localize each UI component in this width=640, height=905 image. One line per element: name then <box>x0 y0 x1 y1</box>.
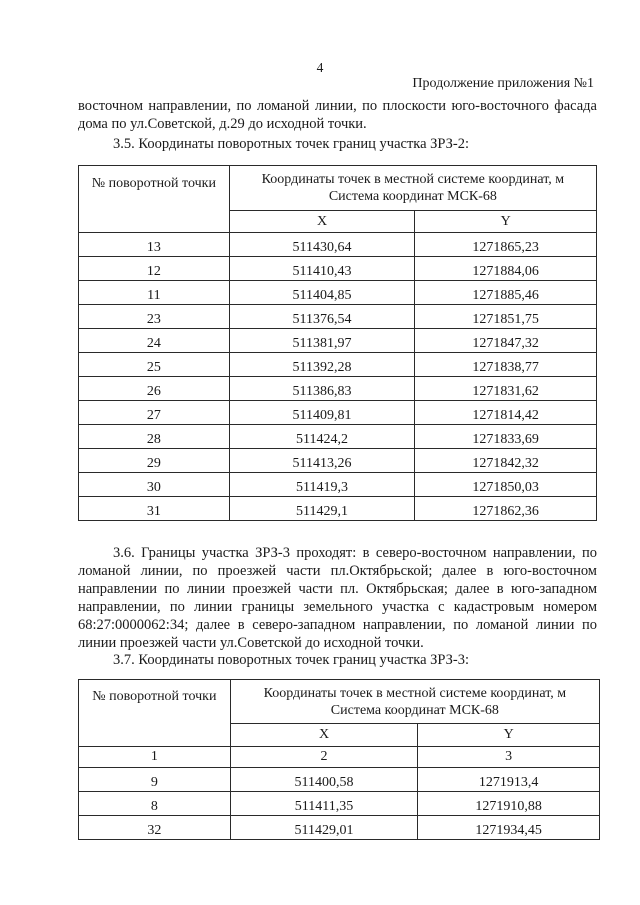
cell-point: 24 <box>79 329 230 353</box>
cell-point: 29 <box>79 449 230 473</box>
cell-y: 1271833,69 <box>415 425 597 449</box>
cell-y: 1271913,4 <box>418 768 600 792</box>
cell-x: 511392,28 <box>229 353 415 377</box>
coordinates-table-zrz-2 <box>78 165 597 521</box>
cell-y: 1271885,46 <box>415 281 597 305</box>
cell-x: 511413,26 <box>229 449 415 473</box>
cell-point: 31 <box>79 497 230 521</box>
cell-y: 1271850,03 <box>415 473 597 497</box>
cell-y: 1271838,77 <box>415 353 597 377</box>
cell-y: 1271831,62 <box>415 377 597 401</box>
table-row <box>79 305 597 329</box>
column-numbering-row <box>79 747 600 768</box>
cell-x: 511419,3 <box>229 473 415 497</box>
header-point-number: № поворотной точки <box>79 680 231 747</box>
cell-point: 23 <box>79 305 230 329</box>
cell-y: 1271851,75 <box>415 305 597 329</box>
cell-point: 25 <box>79 353 230 377</box>
cell-y: 1271910,88 <box>418 792 600 816</box>
cell-y: 1271842,32 <box>415 449 597 473</box>
cell-y: 1271884,06 <box>415 257 597 281</box>
cell-x: 511400,58 <box>230 768 418 792</box>
cell-x: 511381,97 <box>229 329 415 353</box>
cell-x: 511409,81 <box>229 401 415 425</box>
table-row <box>79 425 597 449</box>
table-row <box>79 233 597 257</box>
cell-x: 511410,43 <box>229 257 415 281</box>
cell-point: 32 <box>79 816 231 840</box>
cell-point: 26 <box>79 377 230 401</box>
section-3-6-paragraph: 3.6. Границы участка ЗРЗ-3 проходят: в северо-восточном направлении, по ломаной линии, по проезжей части пл.Октябрьской; далее в юго-восточном направлении по линии проезжей части пл. Октябрьская; далее в юго-западном направлении, по линии границы земельного участка с кадастровым номером 68:27:0000062:34; далее в северо-западном направлении, по ломаной линии по линии проезжей части ул.Советской до исходной точки. <box>78 545 597 651</box>
cell-y: 1271847,32 <box>415 329 597 353</box>
table-row <box>79 473 597 497</box>
cell-point: 8 <box>79 792 231 816</box>
cell-x: 511429,01 <box>230 816 418 840</box>
cell-point: 11 <box>79 281 230 305</box>
header-y: Y <box>415 211 597 233</box>
table-row <box>79 281 597 305</box>
cell-y: 1271865,23 <box>415 233 597 257</box>
cell-y: 1271814,42 <box>415 401 597 425</box>
header-coordinates <box>230 680 599 724</box>
page-number: 4 <box>316 60 324 75</box>
header-coordinates-line1: Координаты точек в местной системе координат, м <box>261 172 565 187</box>
header-coordinates-line2: Система координат МСК-68 <box>330 702 499 718</box>
cell-x: 511411,35 <box>230 792 418 816</box>
header-x: X <box>229 211 415 233</box>
table-row <box>79 768 600 792</box>
header-coordinates-line2: Система координат МСК-68 <box>328 189 497 204</box>
table-row <box>79 329 597 353</box>
header-coordinates-line1: Координаты точек в местной системе координат, м <box>263 685 567 701</box>
cell-x: 511424,2 <box>229 425 415 449</box>
header-y: Y <box>418 724 600 747</box>
table-body <box>79 233 597 521</box>
section-3-7-heading: 3.7. Координаты поворотных точек границ участка ЗРЗ-3: <box>113 652 470 668</box>
table-row <box>79 792 600 816</box>
coordinates-table-zrz-3 <box>78 679 600 840</box>
cell-y: 1271934,45 <box>418 816 600 840</box>
header-coordinates <box>229 166 596 211</box>
table-row <box>79 401 597 425</box>
cell-x: 511404,85 <box>229 281 415 305</box>
cell-x: 511386,83 <box>229 377 415 401</box>
table-row <box>79 816 600 840</box>
table-row <box>79 449 597 473</box>
section-3-5-heading: 3.5. Координаты поворотных точек границ участка ЗРЗ-2: <box>113 136 470 152</box>
cell-point: 12 <box>79 257 230 281</box>
cell-x: 511429,1 <box>229 497 415 521</box>
header-point-number: № поворотной точки <box>79 166 230 233</box>
table-row <box>79 497 597 521</box>
cell-point: 30 <box>79 473 230 497</box>
cell-point: 27 <box>79 401 230 425</box>
cell-x: 511376,54 <box>229 305 415 329</box>
table-row <box>79 257 597 281</box>
numbering-point: 1 <box>79 747 231 768</box>
table-row <box>79 377 597 401</box>
cell-point: 13 <box>79 233 230 257</box>
appendix-label: Продолжение приложения №1 <box>412 76 594 91</box>
numbering-x: 2 <box>230 747 418 768</box>
cell-y: 1271862,36 <box>415 497 597 521</box>
header-x: X <box>230 724 418 747</box>
cell-point: 9 <box>79 768 231 792</box>
cell-point: 28 <box>79 425 230 449</box>
intro-paragraph: восточном направлении, по ломаной линии, по плоскости юго-восточного фасада дома по ул.Советской, д.29 до исходной точки. <box>78 98 597 132</box>
table-row <box>79 353 597 377</box>
numbering-y: 3 <box>418 747 600 768</box>
cell-x: 511430,64 <box>229 233 415 257</box>
